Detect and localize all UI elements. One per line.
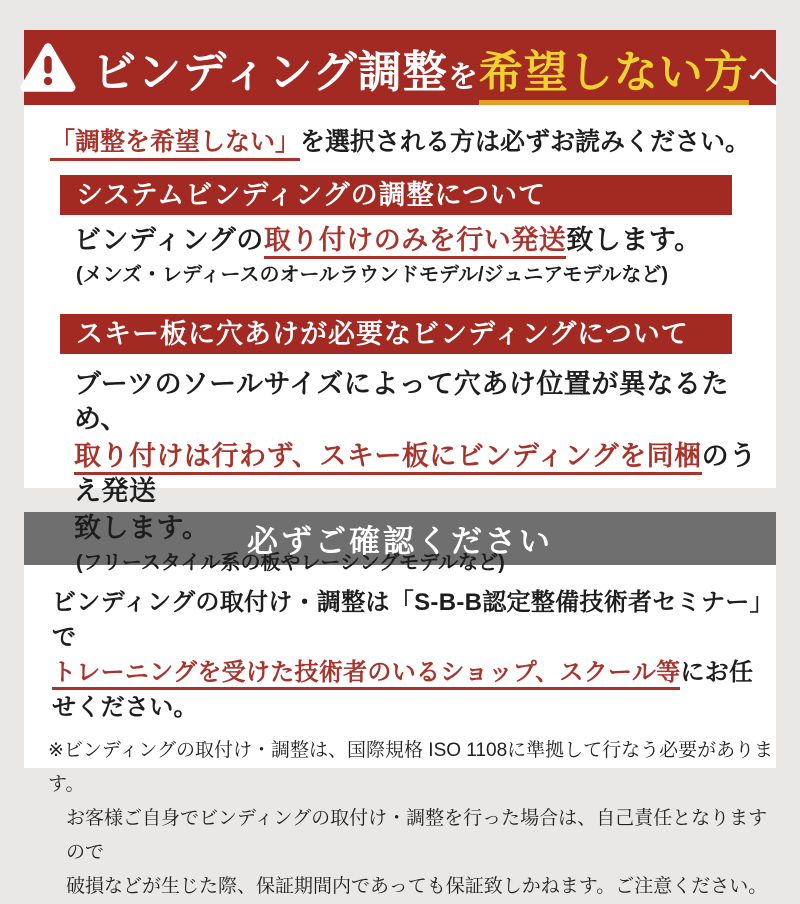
title-particle: へ: [748, 60, 780, 94]
intro-rest: を選択される方は必ずお読みください。: [300, 128, 751, 156]
drill-note: (フリースタイル系の板やレーシングモデルなど): [76, 552, 505, 574]
drill-body-line-1: ブーツのソールサイズによって穴あけ位置が異なるため、: [74, 369, 729, 434]
fine-print-line: 破損などが生じた際、保証期間内であっても保証致しかねます。ご注意ください。: [66, 876, 768, 897]
body-highlight: 取り付けは行わず、スキー板にビンディングを同梱: [74, 441, 702, 475]
drill-body-line-3: 致します。: [74, 513, 210, 543]
body-post: 致します。: [566, 225, 702, 255]
header-banner: [24, 30, 780, 105]
intro-highlight: 「調整を希望しない」: [50, 128, 300, 161]
body-post: のうえ発送: [74, 441, 757, 506]
body-pre: ビンディングの: [74, 225, 264, 255]
confirm-post: にお任せください。: [52, 659, 754, 721]
intro-line: [24, 124, 776, 160]
system-binding-section-heading: システムビンディングの調整について: [60, 175, 732, 215]
title-highlight-text: 希望しない方: [479, 48, 749, 105]
confirm-line-2: [52, 655, 776, 725]
fine-print: [24, 734, 776, 904]
content-column: [24, 30, 780, 897]
confirm-highlight: トレーニングを受けた技術者のいるショップ、スクール等: [52, 659, 680, 690]
title-particle: を: [447, 60, 479, 94]
confirm-banner: 必ずご確認ください: [24, 512, 776, 565]
fine-print-line: ※ビンディングの取付け・調整は、国際規格 ISO 1108に準拠して行なう必要があります。: [48, 740, 774, 795]
drill-section-heading: スキー板に穴あけが必要なビンディングについて: [60, 314, 732, 354]
confirm-box: [24, 565, 776, 897]
binding-notice-page: [0, 30, 800, 897]
warning-triangle-icon: [20, 42, 76, 94]
title-main-text: ビンディング調整: [92, 47, 448, 97]
drill-body-line-2: [74, 439, 776, 509]
system-binding-body-line: [74, 223, 776, 258]
confirm-line-1: ビンディングの取付け・調整は「S-B-B認定整備技術者セミナー」で: [52, 589, 774, 651]
page-title: [92, 36, 780, 100]
fine-print-line: お客様ご自身でビンディングの取付け・調整を行った場合は、自己責任となりますので: [66, 808, 768, 863]
body-highlight: 取り付けのみを行い発送: [264, 225, 567, 259]
system-binding-note: (メンズ・レディースのオールラウンドモデル/ジュニアモデルなど): [76, 264, 669, 286]
